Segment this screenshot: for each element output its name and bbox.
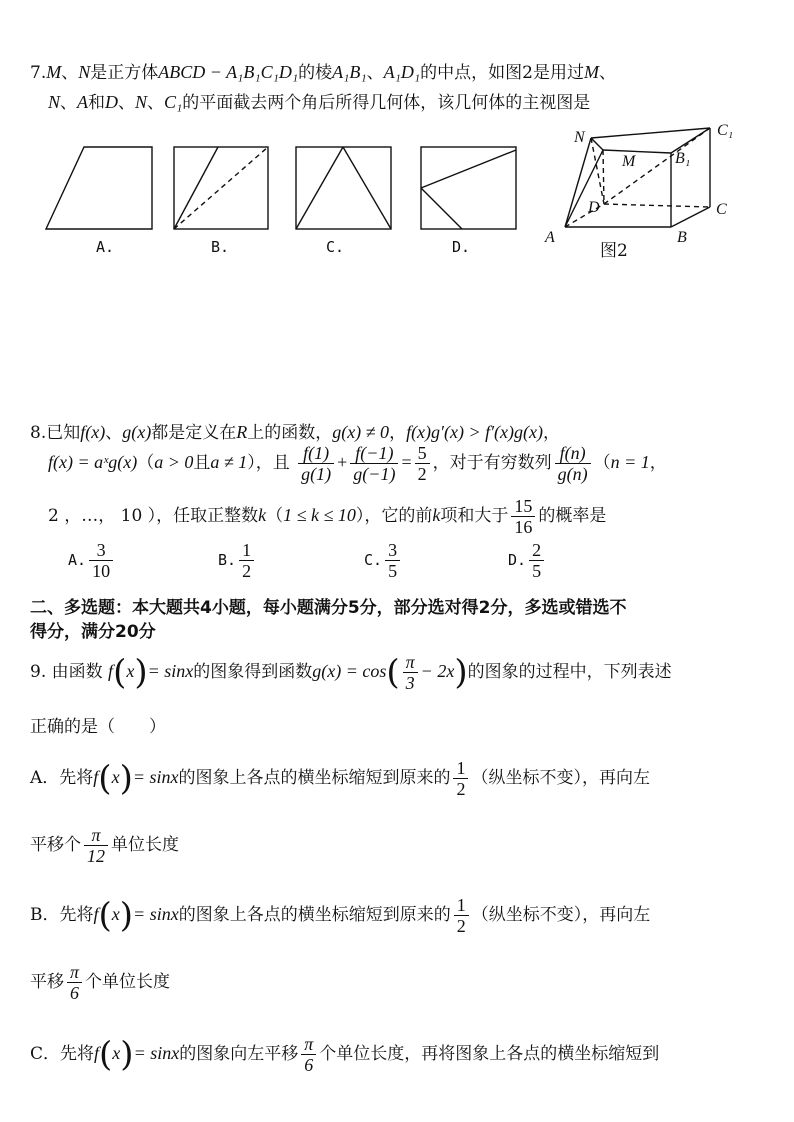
frac-fn-gn: $\frac{f(n)}{g(n)}$ [555,443,591,484]
frac-f1-g1: $\frac{f(1)}{g(1)}$ [298,443,334,484]
vertex-n-label: N [574,129,585,146]
q7-option-c-label: C. [326,238,345,256]
q9-line-2: 正确的是（ ） [30,717,166,737]
frac-15-16: $\frac{15}{16}$ [511,496,535,537]
q8-option-a: A. $\frac{3}{10}$ [68,540,116,581]
option-b-figure [174,147,268,229]
option-d-figure [421,147,516,229]
q9-option-c-line-1: C．先将f(x)= sinx的图象向左平移 $\frac{\pi}{6}$ 个单位长度，再将图象上各点的横坐标缩短到 [30,1034,660,1075]
q7-line-2: N、A和D、N、C₁的平面截去两个角后所得几何体，该几何体的主视图是 [48,92,591,113]
q7-line-1: 7.M、N是正方体ABCD − A₁B₁C₁D₁的棱A₁B₁、A₁D₁的中点，如图2是用过M、 [30,62,616,83]
vertex-m-label: M [622,153,636,170]
vertex-d-label: D [588,199,600,216]
q7-figures [0,120,794,260]
q9-line-1: 9. 由函数 f(x)= sinx的图象得到函数g(x) = cos( $\frac{\pi}{3}$ − 2x)的图象的过程中，下列表述 [30,652,672,693]
frac-5-2: $\frac{5}{2}$ [415,443,430,484]
q8-line-3: 2 ，…， 10 ），任取正整数k（1 ≤ k ≤ 10），它的前k项和大于 $\frac{15}{16}$ 的概率是 [48,496,607,537]
q7-option-b-label: B. [211,238,230,256]
figure-2-solid [565,128,710,227]
q8-option-d: D. $\frac{2}{5}$ [508,540,547,581]
q9-option-a-line-2: 平移个 $\frac{\pi}{12}$ 单位长度 [30,825,179,866]
q7-option-d-label: D. [452,238,471,256]
q8-option-b: B. $\frac{1}{2}$ [218,540,257,581]
q8-line-2: f(x) = aˣg(x)（a > 0且a ≠ 1），且 $\frac{f(1)}{g(1)}$ + $\frac{f(-1)}{g(-1)}$ = $\frac{5}{2}$ ，对于有穷数列 $\frac{f(n)}{g(n)}$ （n = 1， [48,443,667,484]
figure-2-caption: 图2 [600,241,628,261]
q7-option-a-label: A. [96,238,115,256]
vertex-b1-label: B₁ [675,150,691,167]
q9-option-a-line-1: A．先将f(x)= sinx的图象上各点的横坐标缩短到原来的 $\frac{1}{2}$ （纵坐标不变），再向左 [30,758,650,799]
option-a-figure [46,147,152,229]
section-2-heading-line-1: 二、多选题：本大题共4小题，每小题满分5分，部分选对得2分，多选或错选不 [30,598,627,618]
q8-line-1: 8.已知f(x)、g(x)都是定义在R上的函数，g(x) ≠ 0，f(x)g′(x) > f′(x)g(x)， [30,422,560,443]
q8-option-c: C. $\frac{3}{5}$ [364,540,403,581]
vertex-c-label: C [716,201,727,218]
option-c-figure [296,147,391,229]
section-2-heading-line-2: 得分，满分20分 [30,622,156,642]
frac-fm1-gm1: $\frac{f(-1)}{g(-1)}$ [350,443,398,484]
vertex-a-label: A [545,229,555,246]
q9-option-b-line-1: B．先将f(x)= sinx的图象上各点的横坐标缩短到原来的 $\frac{1}{2}$ （纵坐标不变），再向左 [30,895,651,936]
q9-option-b-line-2: 平移 $\frac{\pi}{6}$ 个单位长度 [30,962,171,1003]
vertex-c1-label: C₁ [717,122,734,139]
vertex-b-label: B [677,229,687,246]
